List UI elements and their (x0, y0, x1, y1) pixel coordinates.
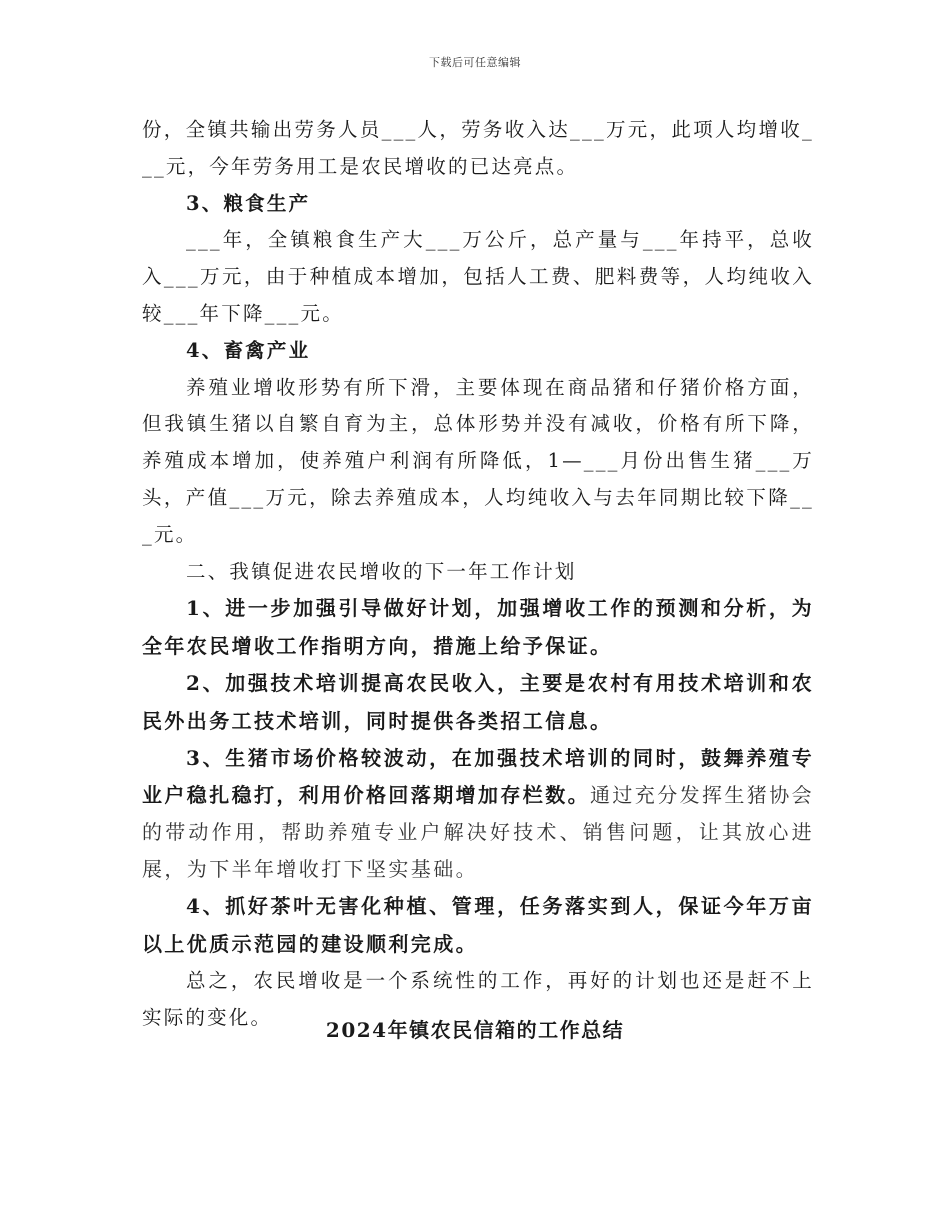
paragraph-conclusion: 总之，农民增收是一个系统性的工作，再好的计划也还是赶不上实际的变化。 (142, 969, 814, 1030)
plan-item-1: 1、进一步加强引导做好计划，加强增收工作的预测和分析，为全年农民增收工作指明方向，措施上给予保证。 (142, 596, 814, 658)
plan-item-3-text: 通过充分发挥生猪协会的带动作用，帮助养殖专业户解决好技术、销售问题，让其放心进展，为下半年增收打下坚实基础。 (142, 783, 814, 882)
section-heading-livestock: 4、畜禽产业 (186, 338, 311, 362)
next-document-title: 2024年镇农民信箱的工作总结 (325, 1018, 625, 1042)
part-heading-plan: 二、我镇促进农民增收的下一年工作计划 (186, 559, 577, 583)
plan-item-3-bold: 3、生猪市场价格较波动，在加强技术培训的同时，鼓舞养殖专业户稳扎稳打，利用价格回落期增加存栏数。 (142, 746, 814, 808)
plan-item-3 (142, 740, 814, 888)
paragraph-grain: ___年，全镇粮食生产大___万公斤，总产量与___年持平，总收入___万元，由于种植成本增加，包括人工费、肥料费等，人均纯收入较___年下降___元。 (142, 228, 814, 325)
document-body (142, 112, 814, 1037)
section-heading-grain: 3、粮食生产 (186, 191, 311, 215)
paragraph-livestock: 养殖业增收形势有所下滑，主要体现在商品猪和仔猪价格方面，但我镇生猪以自繁自育为主，总体形势并没有减收，价格有所下降，养殖成本增加，使养殖户利润有所降低，1—___月份出售生猪___万头，产值___万元，除去养殖成本，人均纯收入与去年同期比较下降___元。 (142, 375, 814, 546)
plan-item-2: 2、加强技术培训提高农民收入，主要是农村有用技术培训和农民外出务工技术培训，同时提供各类招工信息。 (142, 671, 814, 733)
paragraph-labor-continued: 份，全镇共输出劳务人员___人，劳务收入达___万元，此项人均增收___元，今年劳务用工是农民增收的已达亮点。 (142, 118, 814, 178)
page-header-note: 下载后可任意编辑 (429, 56, 521, 69)
plan-item-4: 4、抓好茶叶无害化种植、管理，任务落实到人，保证今年万亩以上优质示范园的建设顺利完成。 (142, 894, 814, 956)
